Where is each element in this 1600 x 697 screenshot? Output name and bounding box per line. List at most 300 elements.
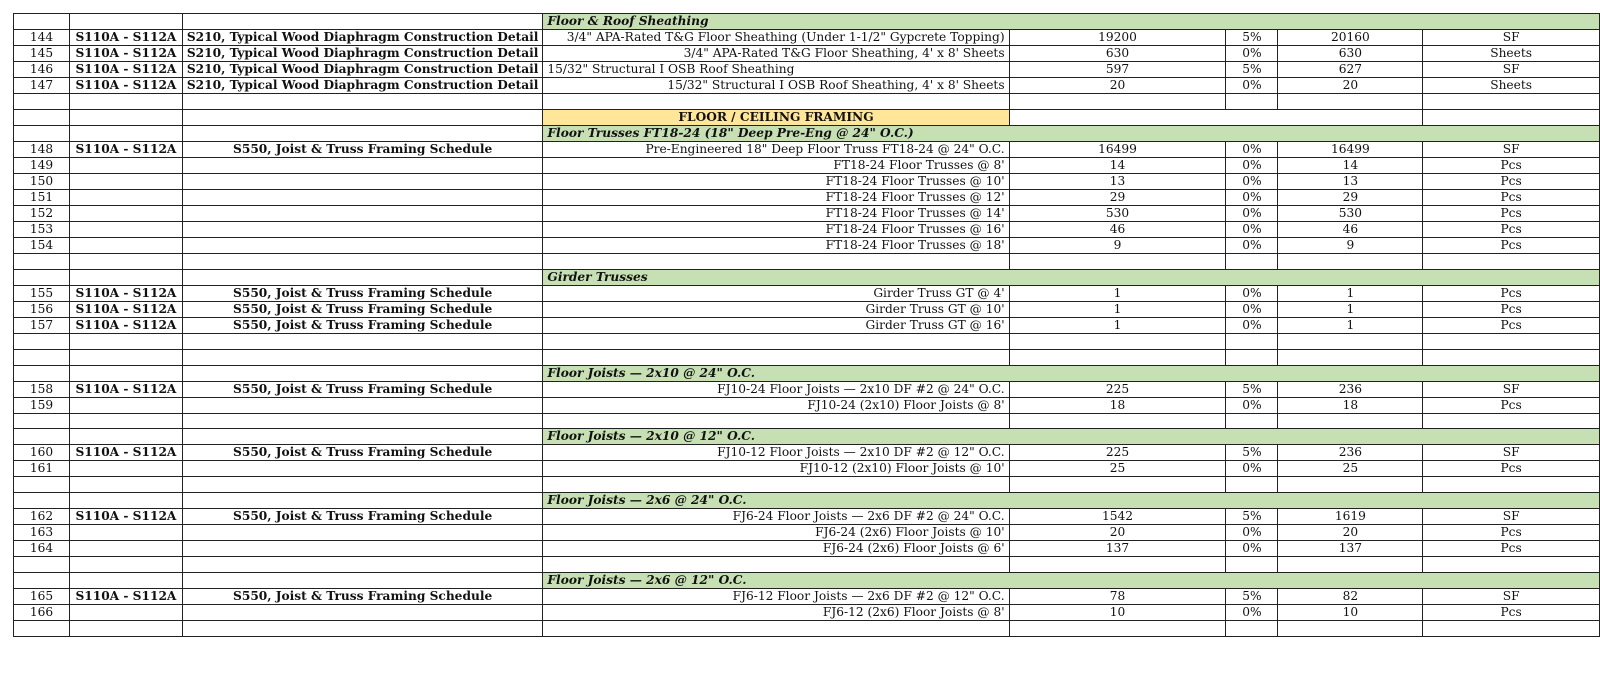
empty-cell[interactable]	[1278, 557, 1423, 573]
waste-cell[interactable]: 5%	[1226, 445, 1278, 461]
waste-cell[interactable]: 0%	[1226, 605, 1278, 621]
sheet-ref-cell[interactable]	[69, 397, 182, 413]
row-number-cell[interactable]: 146	[14, 62, 70, 78]
empty-cell[interactable]	[69, 269, 182, 285]
table-row	[14, 62, 1600, 78]
empty-cell[interactable]	[1423, 253, 1600, 269]
total-cell[interactable]: 29	[1278, 189, 1423, 205]
sheet-ref-cell[interactable]	[69, 173, 182, 189]
empty-cell[interactable]	[182, 94, 543, 110]
row-number-cell[interactable]: 162	[14, 509, 70, 525]
sheet-ref-cell[interactable]	[69, 189, 182, 205]
empty-cell[interactable]	[14, 14, 70, 30]
detail-ref-cell[interactable]: S210, Typical Wood Diaphragm Construction Detail	[182, 30, 543, 46]
empty-cell[interactable]	[182, 429, 543, 445]
description-cell[interactable]: FJ10-24 (2x10) Floor Joists @ 8'	[543, 397, 1009, 413]
row-number-cell[interactable]: 145	[14, 46, 70, 62]
detail-ref-cell[interactable]: S210, Typical Wood Diaphragm Construction Detail	[182, 78, 543, 94]
quantity-cell[interactable]: 225	[1009, 381, 1226, 397]
detail-ref-cell[interactable]: S550, Joist & Truss Framing Schedule	[182, 285, 543, 301]
empty-cell[interactable]	[1009, 477, 1226, 493]
unit-cell[interactable]: SF	[1423, 30, 1600, 46]
empty-cell[interactable]	[182, 109, 543, 125]
unit-cell[interactable]: SF	[1423, 589, 1600, 605]
detail-ref-cell[interactable]	[182, 221, 543, 237]
empty-cell[interactable]	[543, 94, 1009, 110]
empty-cell[interactable]	[543, 477, 1009, 493]
detail-ref-cell[interactable]: S550, Joist & Truss Framing Schedule	[182, 509, 543, 525]
quantity-cell[interactable]: 20	[1009, 78, 1226, 94]
empty-cell[interactable]	[1278, 333, 1423, 349]
detail-ref-cell[interactable]: S210, Typical Wood Diaphragm Construction Detail	[182, 62, 543, 78]
total-cell[interactable]: 25	[1278, 461, 1423, 477]
row-number-cell[interactable]: 161	[14, 461, 70, 477]
empty-cell[interactable]	[1423, 477, 1600, 493]
description-cell[interactable]: FJ6-24 Floor Joists — 2x6 DF #2 @ 24" O.C.	[543, 509, 1009, 525]
total-cell[interactable]: 1	[1278, 285, 1423, 301]
quantity-cell[interactable]: 9	[1009, 237, 1226, 253]
sheet-ref-cell[interactable]	[69, 605, 182, 621]
total-cell[interactable]: 236	[1278, 445, 1423, 461]
sheet-ref-cell[interactable]	[69, 525, 182, 541]
quantity-cell[interactable]: 46	[1009, 221, 1226, 237]
waste-cell[interactable]: 0%	[1226, 301, 1278, 317]
waste-cell[interactable]: 0%	[1226, 317, 1278, 333]
empty-cell[interactable]	[1278, 253, 1423, 269]
empty-cell[interactable]	[69, 365, 182, 381]
row-number-cell[interactable]: 144	[14, 30, 70, 46]
empty-cell[interactable]	[1423, 413, 1600, 429]
empty-cell[interactable]	[182, 349, 543, 365]
sheet-ref-cell[interactable]: S110A - S112A	[69, 141, 182, 157]
table-row	[14, 141, 1600, 157]
detail-ref-cell[interactable]: S550, Joist & Truss Framing Schedule	[182, 301, 543, 317]
description-cell[interactable]: 3/4" APA-Rated T&G Floor Sheathing, 4' x 8' Sheets	[543, 46, 1009, 62]
quantity-cell[interactable]: 137	[1009, 541, 1226, 557]
description-cell[interactable]: FT18-24 Floor Trusses @ 18'	[543, 237, 1009, 253]
table-row	[14, 301, 1600, 317]
empty-cell[interactable]	[1009, 253, 1226, 269]
empty-cell[interactable]	[69, 333, 182, 349]
sheet-ref-cell[interactable]: S110A - S112A	[69, 301, 182, 317]
empty-cell[interactable]	[1278, 621, 1423, 637]
total-cell[interactable]: 9	[1278, 237, 1423, 253]
total-cell[interactable]: 20	[1278, 525, 1423, 541]
waste-cell[interactable]: 0%	[1226, 189, 1278, 205]
empty-cell[interactable]	[1423, 349, 1600, 365]
section-subheader[interactable]: Floor Trusses FT18-24 (18" Deep Pre-Eng @ 24" O.C.)	[543, 125, 1600, 141]
empty-cell[interactable]	[69, 621, 182, 637]
unit-cell[interactable]: Pcs	[1423, 221, 1600, 237]
section-subheader-row	[14, 429, 1600, 445]
total-cell[interactable]: 16499	[1278, 141, 1423, 157]
detail-ref-cell[interactable]	[182, 173, 543, 189]
empty-cell[interactable]	[1009, 349, 1226, 365]
description-cell[interactable]: 15/32" Structural I OSB Roof Sheathing, 4' x 8' Sheets	[543, 78, 1009, 94]
total-cell[interactable]: 20	[1278, 78, 1423, 94]
waste-cell[interactable]: 5%	[1226, 381, 1278, 397]
table-row	[14, 381, 1600, 397]
description-cell[interactable]: FJ10-12 Floor Joists — 2x10 DF #2 @ 12" O.C.	[543, 445, 1009, 461]
detail-ref-cell[interactable]	[182, 605, 543, 621]
empty-cell[interactable]	[182, 477, 543, 493]
empty-cell[interactable]	[69, 477, 182, 493]
total-cell[interactable]: 630	[1278, 46, 1423, 62]
blank-row	[14, 477, 1600, 493]
description-cell[interactable]: Girder Truss GT @ 16'	[543, 317, 1009, 333]
detail-ref-cell[interactable]: S550, Joist & Truss Framing Schedule	[182, 589, 543, 605]
empty-cell[interactable]	[1226, 94, 1278, 110]
total-cell[interactable]: 1	[1278, 301, 1423, 317]
takeoff-spreadsheet	[13, 13, 1600, 637]
empty-cell[interactable]	[1423, 109, 1600, 125]
row-number-cell[interactable]: 151	[14, 189, 70, 205]
empty-cell[interactable]	[69, 557, 182, 573]
empty-cell[interactable]	[182, 365, 543, 381]
waste-cell[interactable]: 5%	[1226, 30, 1278, 46]
sheet-ref-cell[interactable]: S110A - S112A	[69, 62, 182, 78]
empty-cell[interactable]	[1009, 333, 1226, 349]
description-cell[interactable]: 3/4" APA-Rated T&G Floor Sheathing (Under 1-1/2" Gypcrete Topping)	[543, 30, 1009, 46]
empty-cell[interactable]	[1226, 413, 1278, 429]
quantity-cell[interactable]: 13	[1009, 173, 1226, 189]
total-cell[interactable]: 13	[1278, 173, 1423, 189]
description-cell[interactable]: FJ6-12 (2x6) Floor Joists @ 8'	[543, 605, 1009, 621]
empty-cell[interactable]	[1226, 333, 1278, 349]
unit-cell[interactable]: Pcs	[1423, 541, 1600, 557]
sheet-ref-cell[interactable]	[69, 205, 182, 221]
description-cell[interactable]: Pre-Engineered 18" Deep Floor Truss FT18-24 @ 24" O.C.	[543, 141, 1009, 157]
detail-ref-cell[interactable]	[182, 397, 543, 413]
sheet-ref-cell[interactable]: S110A - S112A	[69, 381, 182, 397]
row-number-cell[interactable]: 149	[14, 157, 70, 173]
unit-cell[interactable]: Sheets	[1423, 46, 1600, 62]
empty-cell[interactable]	[69, 109, 182, 125]
waste-cell[interactable]: 5%	[1226, 62, 1278, 78]
empty-cell[interactable]	[1009, 94, 1226, 110]
empty-cell[interactable]	[543, 621, 1009, 637]
total-cell[interactable]: 10	[1278, 605, 1423, 621]
quantity-cell[interactable]: 1	[1009, 317, 1226, 333]
empty-cell[interactable]	[14, 94, 70, 110]
empty-cell[interactable]	[182, 269, 543, 285]
detail-ref-cell[interactable]	[182, 237, 543, 253]
sheet-ref-cell[interactable]	[69, 157, 182, 173]
total-cell[interactable]: 1619	[1278, 509, 1423, 525]
row-number-cell[interactable]: 156	[14, 301, 70, 317]
waste-cell[interactable]: 0%	[1226, 221, 1278, 237]
detail-ref-cell[interactable]	[182, 461, 543, 477]
waste-cell[interactable]: 0%	[1226, 541, 1278, 557]
description-cell[interactable]: Girder Truss GT @ 4'	[543, 285, 1009, 301]
section-subheader[interactable]: Floor & Roof Sheathing	[543, 14, 1600, 30]
empty-cell[interactable]	[69, 125, 182, 141]
empty-cell[interactable]	[1423, 621, 1600, 637]
quantity-cell[interactable]: 1542	[1009, 509, 1226, 525]
quantity-cell[interactable]: 20	[1009, 525, 1226, 541]
empty-cell[interactable]	[543, 349, 1009, 365]
empty-cell[interactable]	[69, 94, 182, 110]
detail-ref-cell[interactable]	[182, 189, 543, 205]
quantity-cell[interactable]: 597	[1009, 62, 1226, 78]
total-cell[interactable]: 82	[1278, 589, 1423, 605]
total-cell[interactable]: 236	[1278, 381, 1423, 397]
waste-cell[interactable]: 0%	[1226, 46, 1278, 62]
sheet-ref-cell[interactable]	[69, 541, 182, 557]
unit-cell[interactable]: Pcs	[1423, 525, 1600, 541]
waste-cell[interactable]: 0%	[1226, 461, 1278, 477]
table-row	[14, 173, 1600, 189]
row-number-cell[interactable]: 153	[14, 221, 70, 237]
description-cell[interactable]: FT18-24 Floor Trusses @ 8'	[543, 157, 1009, 173]
detail-ref-cell[interactable]: S550, Joist & Truss Framing Schedule	[182, 381, 543, 397]
unit-cell[interactable]: Pcs	[1423, 237, 1600, 253]
empty-cell[interactable]	[1423, 333, 1600, 349]
sheet-body	[14, 14, 1600, 637]
quantity-cell[interactable]: 29	[1009, 189, 1226, 205]
unit-cell[interactable]: Pcs	[1423, 317, 1600, 333]
section-subheader[interactable]: Floor Joists — 2x6 @ 12" O.C.	[543, 573, 1600, 589]
description-cell[interactable]: FT18-24 Floor Trusses @ 16'	[543, 221, 1009, 237]
empty-cell[interactable]	[69, 14, 182, 30]
sheet-ref-cell[interactable]: S110A - S112A	[69, 445, 182, 461]
empty-cell[interactable]	[14, 557, 70, 573]
row-number-cell[interactable]: 159	[14, 397, 70, 413]
empty-cell[interactable]	[182, 557, 543, 573]
row-number-cell[interactable]: 155	[14, 285, 70, 301]
description-cell[interactable]: FJ6-12 Floor Joists — 2x6 DF #2 @ 12" O.C.	[543, 589, 1009, 605]
empty-cell[interactable]	[543, 557, 1009, 573]
description-cell[interactable]: FT18-24 Floor Trusses @ 10'	[543, 173, 1009, 189]
description-cell[interactable]: 15/32" Structural I OSB Roof Sheathing	[543, 62, 1009, 78]
empty-cell[interactable]	[1423, 557, 1600, 573]
waste-cell[interactable]: 0%	[1226, 237, 1278, 253]
description-cell[interactable]: FT18-24 Floor Trusses @ 14'	[543, 205, 1009, 221]
waste-cell[interactable]: 0%	[1226, 173, 1278, 189]
empty-cell[interactable]	[14, 413, 70, 429]
quantity-cell[interactable]: 19200	[1009, 30, 1226, 46]
section-subheader-row	[14, 269, 1600, 285]
empty-cell[interactable]	[1278, 477, 1423, 493]
table-row	[14, 237, 1600, 253]
description-cell[interactable]: FJ10-12 (2x10) Floor Joists @ 10'	[543, 461, 1009, 477]
row-number-cell[interactable]: 164	[14, 541, 70, 557]
unit-cell[interactable]: Pcs	[1423, 397, 1600, 413]
row-number-cell[interactable]: 152	[14, 205, 70, 221]
row-number-cell[interactable]: 166	[14, 605, 70, 621]
section-subheader[interactable]: Floor Joists — 2x6 @ 24" O.C.	[543, 493, 1600, 509]
detail-ref-cell[interactable]	[182, 541, 543, 557]
empty-cell[interactable]	[14, 573, 70, 589]
detail-ref-cell[interactable]	[182, 525, 543, 541]
empty-cell[interactable]	[69, 349, 182, 365]
quantity-cell[interactable]: 25	[1009, 461, 1226, 477]
quantity-cell[interactable]: 18	[1009, 397, 1226, 413]
empty-cell[interactable]	[14, 429, 70, 445]
empty-cell[interactable]	[543, 413, 1009, 429]
empty-cell[interactable]	[182, 333, 543, 349]
quantity-cell[interactable]: 78	[1009, 589, 1226, 605]
section-subheader[interactable]: Floor Joists — 2x10 @ 24" O.C.	[543, 365, 1600, 381]
unit-cell[interactable]: Pcs	[1423, 605, 1600, 621]
empty-cell[interactable]	[543, 333, 1009, 349]
empty-cell[interactable]	[14, 365, 70, 381]
detail-ref-cell[interactable]: S550, Joist & Truss Framing Schedule	[182, 317, 543, 333]
sheet-ref-cell[interactable]	[69, 461, 182, 477]
waste-cell[interactable]: 5%	[1226, 589, 1278, 605]
waste-cell[interactable]: 0%	[1226, 157, 1278, 173]
detail-ref-cell[interactable]: S210, Typical Wood Diaphragm Construction Detail	[182, 46, 543, 62]
empty-cell[interactable]	[69, 493, 182, 509]
empty-cell[interactable]	[1226, 349, 1278, 365]
total-cell[interactable]: 18	[1278, 397, 1423, 413]
empty-cell[interactable]	[1226, 477, 1278, 493]
empty-cell[interactable]	[69, 429, 182, 445]
row-number-cell[interactable]: 157	[14, 317, 70, 333]
total-cell[interactable]: 627	[1278, 62, 1423, 78]
total-cell[interactable]: 14	[1278, 157, 1423, 173]
unit-cell[interactable]: SF	[1423, 509, 1600, 525]
empty-cell[interactable]	[69, 253, 182, 269]
sheet-ref-cell[interactable]: S110A - S112A	[69, 30, 182, 46]
empty-cell[interactable]	[14, 125, 70, 141]
table-row	[14, 605, 1600, 621]
empty-cell[interactable]	[1278, 413, 1423, 429]
section-header[interactable]: FLOOR / CEILING FRAMING	[543, 109, 1009, 125]
row-number-cell[interactable]: 163	[14, 525, 70, 541]
row-number-cell[interactable]: 150	[14, 173, 70, 189]
quantity-cell[interactable]: 1	[1009, 285, 1226, 301]
empty-cell[interactable]	[1226, 557, 1278, 573]
waste-cell[interactable]: 5%	[1226, 509, 1278, 525]
total-cell[interactable]: 46	[1278, 221, 1423, 237]
empty-cell[interactable]	[1278, 349, 1423, 365]
row-number-cell[interactable]: 148	[14, 141, 70, 157]
table-row	[14, 30, 1600, 46]
sheet-ref-cell[interactable]: S110A - S112A	[69, 509, 182, 525]
empty-cell[interactable]	[14, 269, 70, 285]
empty-cell[interactable]	[1226, 621, 1278, 637]
section-subheader[interactable]: Floor Joists — 2x10 @ 12" O.C.	[543, 429, 1600, 445]
detail-ref-cell[interactable]: S550, Joist & Truss Framing Schedule	[182, 445, 543, 461]
description-cell[interactable]: FT18-24 Floor Trusses @ 12'	[543, 189, 1009, 205]
empty-cell[interactable]	[14, 621, 70, 637]
quantity-cell[interactable]: 530	[1009, 205, 1226, 221]
description-cell[interactable]: FJ6-24 (2x6) Floor Joists @ 6'	[543, 541, 1009, 557]
table-row	[14, 397, 1600, 413]
blank-row	[14, 349, 1600, 365]
empty-cell[interactable]	[1009, 109, 1423, 125]
waste-cell[interactable]: 0%	[1226, 78, 1278, 94]
quantity-cell[interactable]: 225	[1009, 445, 1226, 461]
empty-cell[interactable]	[1009, 413, 1226, 429]
row-number-cell[interactable]: 154	[14, 237, 70, 253]
unit-cell[interactable]: Pcs	[1423, 461, 1600, 477]
empty-cell[interactable]	[14, 493, 70, 509]
description-cell[interactable]: FJ6-24 (2x6) Floor Joists @ 10'	[543, 525, 1009, 541]
empty-cell[interactable]	[14, 333, 70, 349]
empty-cell[interactable]	[1423, 94, 1600, 110]
empty-cell[interactable]	[182, 573, 543, 589]
row-number-cell[interactable]: 158	[14, 381, 70, 397]
unit-cell[interactable]: SF	[1423, 445, 1600, 461]
waste-cell[interactable]: 0%	[1226, 285, 1278, 301]
empty-cell[interactable]	[543, 253, 1009, 269]
empty-cell[interactable]	[69, 573, 182, 589]
description-cell[interactable]: FJ10-24 Floor Joists — 2x10 DF #2 @ 24" O.C.	[543, 381, 1009, 397]
unit-cell[interactable]: SF	[1423, 62, 1600, 78]
table-row	[14, 541, 1600, 557]
total-cell[interactable]: 20160	[1278, 30, 1423, 46]
empty-cell[interactable]	[182, 125, 543, 141]
section-subheader-row	[14, 573, 1600, 589]
unit-cell[interactable]: Pcs	[1423, 157, 1600, 173]
quantity-cell[interactable]: 16499	[1009, 141, 1226, 157]
detail-ref-cell[interactable]: S550, Joist & Truss Framing Schedule	[182, 141, 543, 157]
sheet-ref-cell[interactable]: S110A - S112A	[69, 285, 182, 301]
waste-cell[interactable]: 0%	[1226, 141, 1278, 157]
unit-cell[interactable]: Sheets	[1423, 78, 1600, 94]
sheet-ref-cell[interactable]: S110A - S112A	[69, 317, 182, 333]
sheet-ref-cell[interactable]	[69, 237, 182, 253]
unit-cell[interactable]: Pcs	[1423, 173, 1600, 189]
empty-cell[interactable]	[14, 349, 70, 365]
sheet-ref-cell[interactable]: S110A - S112A	[69, 589, 182, 605]
quantity-cell[interactable]: 1	[1009, 301, 1226, 317]
empty-cell[interactable]	[1226, 253, 1278, 269]
empty-cell[interactable]	[1009, 557, 1226, 573]
unit-cell[interactable]: Pcs	[1423, 205, 1600, 221]
total-cell[interactable]: 137	[1278, 541, 1423, 557]
row-number-cell[interactable]: 147	[14, 78, 70, 94]
sheet-ref-cell[interactable]	[69, 221, 182, 237]
empty-cell[interactable]	[182, 413, 543, 429]
waste-cell[interactable]: 0%	[1226, 205, 1278, 221]
unit-cell[interactable]: SF	[1423, 141, 1600, 157]
detail-ref-cell[interactable]	[182, 157, 543, 173]
empty-cell[interactable]	[182, 493, 543, 509]
empty-cell[interactable]	[182, 621, 543, 637]
empty-cell[interactable]	[1278, 94, 1423, 110]
unit-cell[interactable]: Pcs	[1423, 285, 1600, 301]
quantity-cell[interactable]: 10	[1009, 605, 1226, 621]
unit-cell[interactable]: SF	[1423, 381, 1600, 397]
empty-cell[interactable]	[182, 253, 543, 269]
section-subheader[interactable]: Girder Trusses	[543, 269, 1600, 285]
row-number-cell[interactable]: 165	[14, 589, 70, 605]
total-cell[interactable]: 530	[1278, 205, 1423, 221]
total-cell[interactable]: 1	[1278, 317, 1423, 333]
waste-cell[interactable]: 0%	[1226, 397, 1278, 413]
empty-cell[interactable]	[182, 14, 543, 30]
empty-cell[interactable]	[69, 413, 182, 429]
empty-cell[interactable]	[14, 477, 70, 493]
unit-cell[interactable]: Pcs	[1423, 301, 1600, 317]
quantity-cell[interactable]: 630	[1009, 46, 1226, 62]
quantity-cell[interactable]: 14	[1009, 157, 1226, 173]
empty-cell[interactable]	[1009, 621, 1226, 637]
row-number-cell[interactable]: 160	[14, 445, 70, 461]
sheet-ref-cell[interactable]: S110A - S112A	[69, 78, 182, 94]
detail-ref-cell[interactable]	[182, 205, 543, 221]
empty-cell[interactable]	[14, 109, 70, 125]
empty-cell[interactable]	[14, 253, 70, 269]
sheet-ref-cell[interactable]: S110A - S112A	[69, 46, 182, 62]
unit-cell[interactable]: Pcs	[1423, 189, 1600, 205]
table-row	[14, 221, 1600, 237]
description-cell[interactable]: Girder Truss GT @ 10'	[543, 301, 1009, 317]
waste-cell[interactable]: 0%	[1226, 525, 1278, 541]
